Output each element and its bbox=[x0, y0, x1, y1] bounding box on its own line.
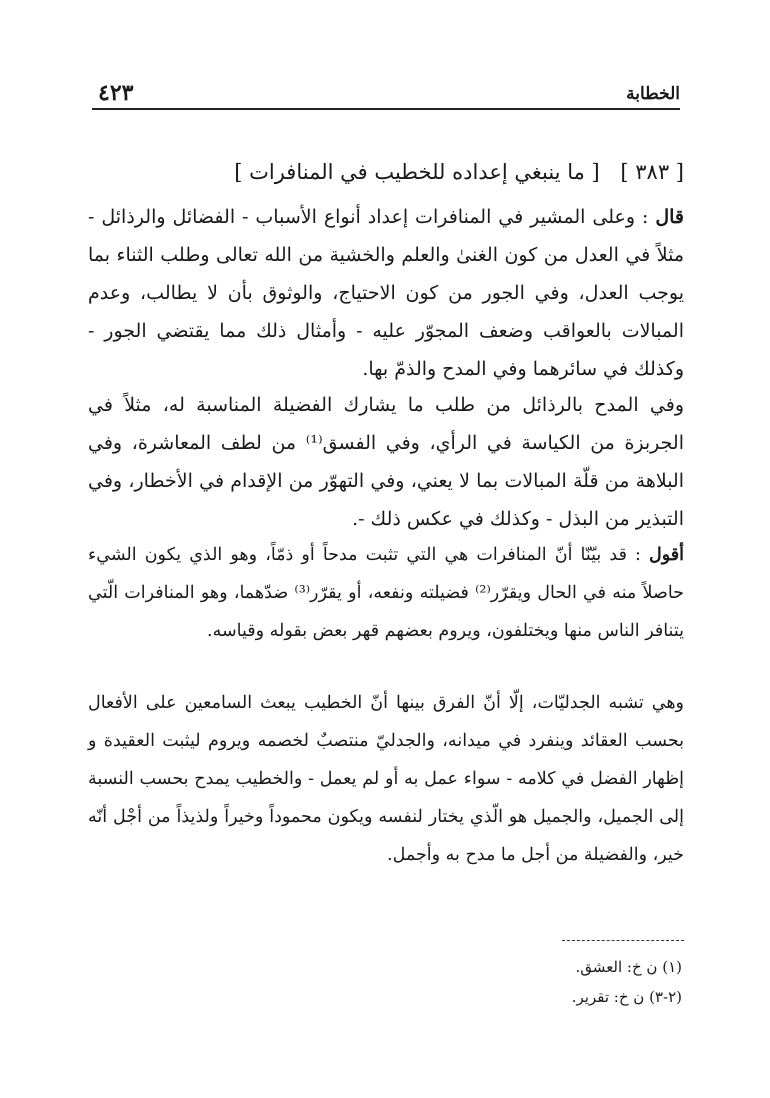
paragraph bbox=[88, 684, 684, 874]
footnote-rule bbox=[562, 940, 684, 941]
footnote: (٢-٣) ن خ: تقرير. bbox=[571, 988, 682, 1006]
section-title: [ ما ينبغي إعداده للخطيب في المنافرات ] bbox=[234, 160, 600, 184]
paragraph-text: وفي المدح بالرذائل من طلب ما يشارك الفضيلة المناسبة له، مثلاً في الجربزة من الكياسة في الرأي، وفي الفسق⁽¹⁾ من لطف المعاشرة، وفي البلاهة من قلّة المبالات بما لا يعني، وفي التهوّر من الإقدام في الأخطار، وفي التبذير من البذل - وكذلك في عكس ذلك -. bbox=[88, 394, 684, 530]
section-heading bbox=[234, 160, 684, 184]
footnote: (١) ن خ: العشق. bbox=[575, 958, 682, 976]
running-header bbox=[92, 80, 680, 110]
paragraph-text: وهي تشبه الجدليّات، إلّا أنّ الفرق بينها أنّ الخطيب يبعث السامعين على الأفعال بحسب العقائد وينفرد في ميدانه، والجدليّ منتصبٌ لخصمه ويروم ليثبت العقيدة و إظهار الفضل في كلامه - سواء عمل به أو لم يعمل - والخطيب يمدح بحسب النسبة إلى الجميل، والجميل هو الّذي يختار لنفسه ويكون محموداً وخيراً ولذيذاً من أجْل أنّه خير، والفضيلة من أجل ما مدح به وأجمل. bbox=[88, 693, 684, 865]
paragraph bbox=[88, 198, 684, 388]
paragraph-text: : قد بيّنّا أنّ المنافرات هي التي تثبت مدحاً أو ذمّاً، وهو الذي يكون الشيء حاصلاً منه في الحال ويقرّر⁽²⁾ فضيلته ونفعه، أو يقرّر⁽³⁾ ضدّهما، وهو المنافرات الّتي يتنافر الناس منها ويختلفون، ويروم بعضهم قهر بعض بقوله وقياسه. bbox=[88, 545, 684, 641]
section-number: [ ٣٨٣ ] bbox=[620, 160, 684, 184]
running-title: الخطابة bbox=[626, 84, 680, 104]
paragraph-text: : وعلى المشير في المنافرات إعداد أنواع الأسباب - الفضائل والرذائل - مثلاً في العدل من كون الغنىٰ والعلم والخشية من الله تعالى وطلب الثناء بما يوجب العدل، وفي الجور من كون الاحتياج، والوثوق بأن لا يطالب، وعدم المبالات بالعواقب وضعف المجوّر عليه - وأمثال ذلك مما يقتضي الجور - وكذلك في سائرهما وفي المدح والذمّ بها. bbox=[88, 206, 684, 380]
header-rule bbox=[92, 108, 680, 110]
paragraph-lead: قال bbox=[655, 206, 685, 228]
paragraph bbox=[88, 386, 684, 538]
page-number: ٤٢٣ bbox=[98, 80, 134, 106]
paragraph-lead: أقول bbox=[649, 545, 684, 565]
paragraph bbox=[88, 536, 684, 650]
